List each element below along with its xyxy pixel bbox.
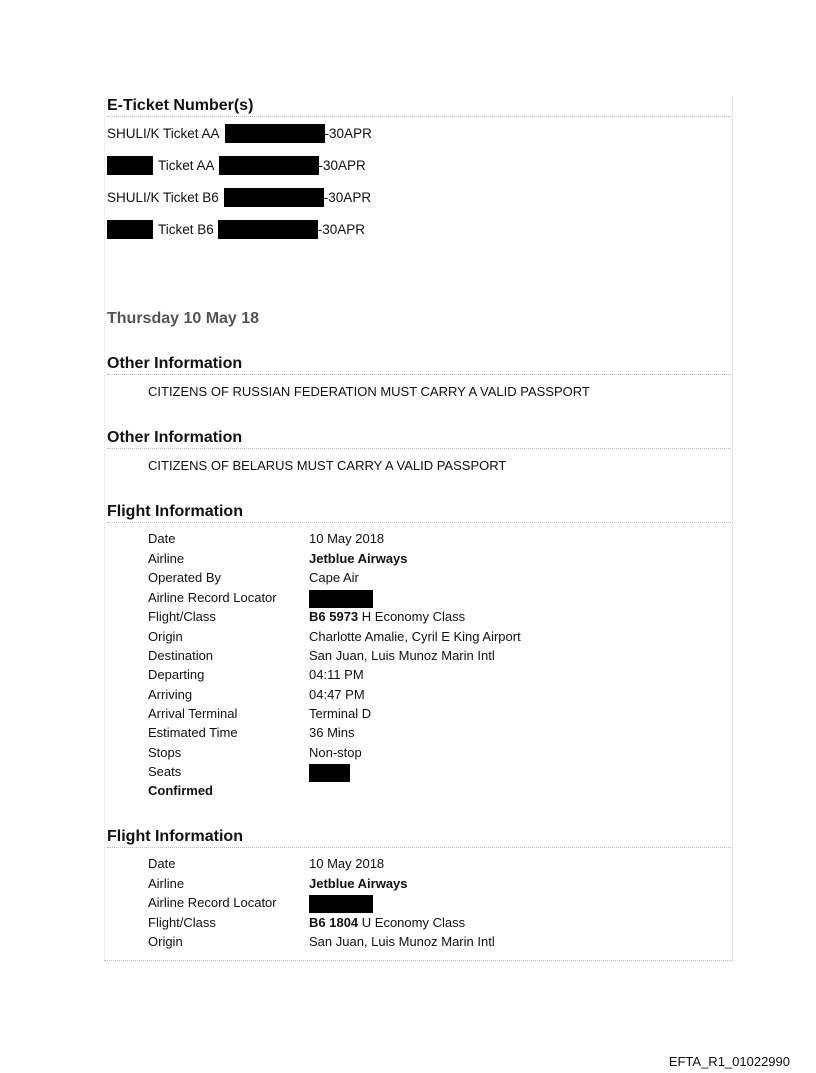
field-label: Airline Record Locator (148, 895, 277, 910)
flight-origin-row (148, 934, 748, 953)
redaction-block (107, 156, 153, 175)
other-info-heading: Other Information (107, 429, 243, 446)
ticket-prefix: SHULI/K Ticket B6 (107, 189, 219, 205)
ticket-row (107, 155, 366, 175)
other-info-text: CITIZENS OF BELARUS MUST CARRY A VALID PASSPORT (148, 458, 507, 473)
flight-info-rule (107, 522, 731, 523)
other-info-rule (107, 374, 731, 375)
flight-number: B6 1804 (309, 915, 359, 930)
flight-class-row (148, 609, 748, 628)
flight-status-row (148, 783, 748, 802)
flight-info-heading: Flight Information (107, 828, 243, 845)
field-value: Charlotte Amalie, Cyril E King Airport (309, 629, 521, 644)
flight-record-locator-row (148, 590, 748, 609)
ticket-prefix: SHULI/K Ticket AA (107, 125, 220, 141)
field-label: Airline Record Locator (148, 590, 277, 605)
flight-estimated-time-row (148, 725, 748, 744)
field-value: Cape Air (309, 570, 359, 585)
redaction-block (224, 188, 324, 207)
field-label: Origin (148, 629, 183, 644)
flight-class: H Economy Class (358, 609, 466, 624)
flight-airline-row (148, 876, 748, 895)
flight-info-rule (107, 847, 731, 848)
flight-class-row (148, 915, 748, 934)
flight-departing-row (148, 667, 748, 686)
ticket-label: Ticket AA (158, 157, 215, 173)
redaction-block (309, 895, 373, 913)
ticket-row (107, 219, 365, 239)
field-label: Destination (148, 648, 214, 663)
flight-origin-row (148, 629, 748, 648)
flight-record-locator-row (148, 895, 748, 914)
redaction-block (219, 156, 319, 175)
flight-number: B6 5973 (309, 609, 359, 624)
field-value: Jetblue Airways (309, 876, 408, 891)
ticket-suffix: -30APR (318, 157, 366, 173)
other-info-text: CITIZENS OF RUSSIAN FEDERATION MUST CARRY A VALID PASSPORT (148, 384, 590, 399)
redaction-block (218, 220, 318, 239)
flight-date-row (148, 856, 748, 875)
status-label: Confirmed (148, 783, 213, 798)
field-label: Flight/Class (148, 915, 216, 930)
flight-date-row (148, 531, 748, 550)
document-id: EFTA_R1_01022990 (668, 1054, 790, 1069)
ticket-suffix: -30APR (324, 125, 372, 141)
flight-arriving-row (148, 687, 748, 706)
flight-airline-row (148, 551, 748, 570)
field-label: Arriving (148, 687, 193, 702)
eticket-rule (107, 116, 731, 117)
field-value: 10 May 2018 (309, 856, 385, 871)
flight-class: U Economy Class (358, 915, 466, 930)
field-label: Arrival Terminal (148, 706, 238, 721)
field-value: San Juan, Luis Munoz Marin Intl (309, 648, 495, 663)
field-value: 10 May 2018 (309, 531, 385, 546)
field-value: 04:47 PM (309, 687, 365, 702)
flight-operated-by-row (148, 570, 748, 589)
eticket-heading: E-Ticket Number(s) (107, 97, 254, 114)
field-label: Flight/Class (148, 609, 216, 624)
field-value: 36 Mins (309, 725, 355, 740)
field-label: Airline (148, 876, 185, 891)
field-value (309, 609, 465, 624)
day-heading: Thursday 10 May 18 (107, 310, 260, 327)
ticket-row (107, 123, 372, 143)
document-bottom-rule (104, 960, 732, 961)
ticket-suffix: -30APR (317, 221, 366, 237)
redaction-block (309, 590, 373, 608)
ticket-suffix: -30APR (323, 189, 372, 205)
field-value: Non-stop (309, 745, 362, 760)
other-info-rule (107, 448, 731, 449)
field-label: Airline (148, 551, 185, 566)
flight-destination-row (148, 648, 748, 667)
field-value: Terminal D (309, 706, 372, 721)
field-value: 04:11 PM (309, 667, 364, 682)
ticket-row (107, 187, 371, 207)
field-value: Jetblue Airways (309, 551, 408, 566)
field-label: Date (148, 531, 176, 546)
flight-info-heading: Flight Information (107, 503, 243, 520)
field-label: Date (148, 856, 176, 871)
field-label: Stops (148, 745, 182, 760)
field-value (309, 915, 465, 930)
field-label: Origin (148, 934, 183, 949)
redaction-block (309, 764, 350, 782)
field-label: Departing (148, 667, 205, 682)
flight-seats-row (148, 764, 748, 783)
ticket-label: Ticket B6 (158, 221, 214, 237)
flight-arrival-terminal-row (148, 706, 748, 725)
field-value: San Juan, Luis Munoz Marin Intl (309, 934, 495, 949)
flight-stops-row (148, 745, 748, 764)
field-label: Operated By (148, 570, 221, 585)
field-label: Seats (148, 764, 182, 779)
redaction-block (225, 124, 325, 143)
redaction-block (107, 220, 153, 239)
other-info-heading: Other Information (107, 355, 243, 372)
field-label: Estimated Time (148, 725, 238, 740)
